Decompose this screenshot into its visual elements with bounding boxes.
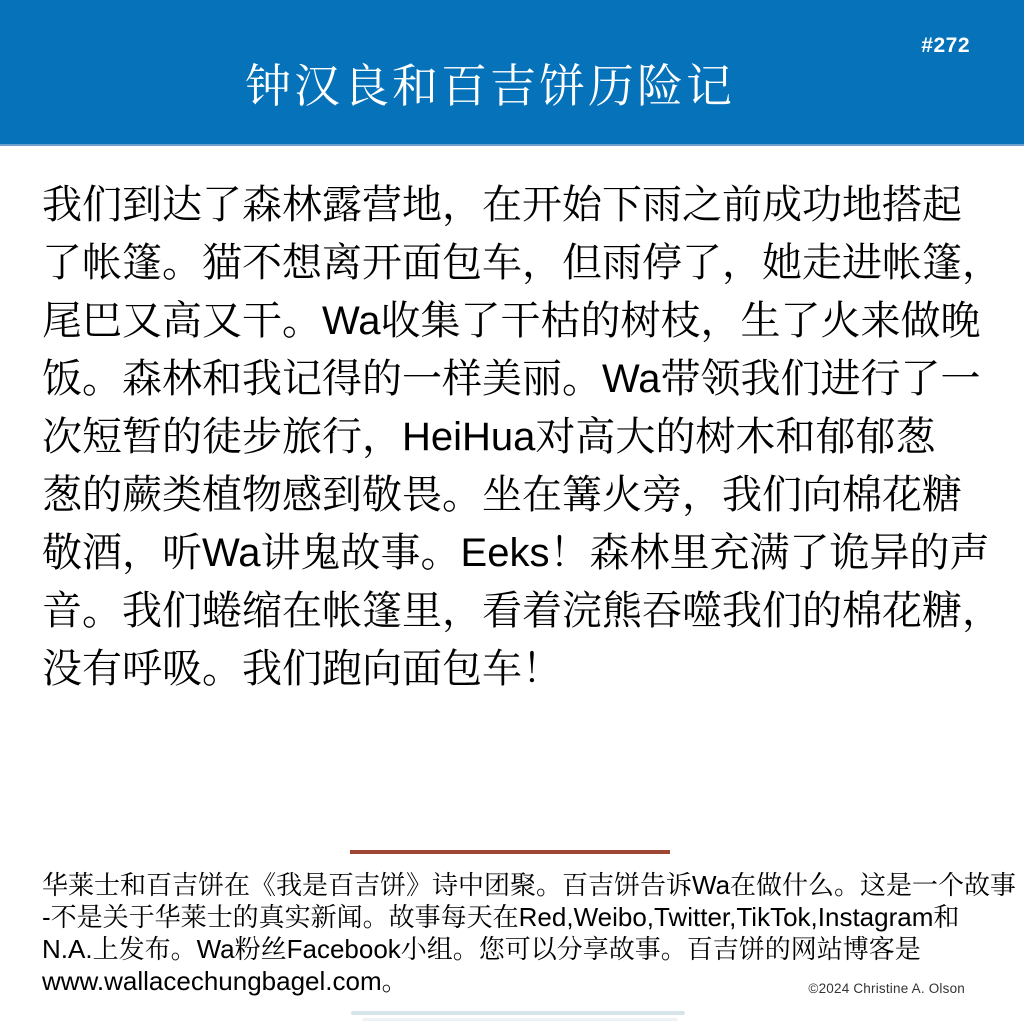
story-line: 了帐篷。猫不想离开面包车，但雨停了，她走进帐篷， bbox=[42, 241, 1002, 285]
story-line: 次短暂的徒步旅行，HeiHua对高大的树木和郁郁葱 bbox=[42, 415, 936, 459]
bottom-accent-bar-faint bbox=[362, 1018, 678, 1021]
footer-line: -不是关于华莱士的真实新闻。故事每天在Red,Weibo,Twitter,TikTok,Instagram和 bbox=[42, 902, 960, 932]
story-text bbox=[42, 176, 1002, 698]
footer-line: N.A.上发布。Wa粉丝Facebook小组。您可以分享故事。百吉饼的网站博客是 bbox=[42, 934, 921, 964]
copyright-notice: ©2024 Christine A. Olson bbox=[808, 981, 965, 996]
story-line: 没有呼吸。我们跑向面包车！ bbox=[42, 647, 562, 691]
page-title: 钟汉良和百吉饼历险记 bbox=[245, 60, 735, 112]
story-line: 音。我们蜷缩在帐篷里，看着浣熊吞噬我们的棉花糖， bbox=[42, 589, 1002, 633]
issue-number: #272 bbox=[921, 34, 970, 57]
website-url: www.wallacechungbagel.com。 bbox=[42, 966, 408, 996]
header-banner bbox=[0, 0, 1024, 146]
story-line: 饭。森林和我记得的一样美丽。Wa带领我们进行了一 bbox=[42, 357, 981, 401]
bottom-accent-bar bbox=[351, 1011, 685, 1015]
footer-line: 华莱士和百吉饼在《我是百吉饼》诗中团聚。百吉饼告诉Wa在做什么。这是一个故事 bbox=[42, 870, 1017, 900]
story-line: 我们到达了森林露营地，在开始下雨之前成功地搭起 bbox=[42, 183, 962, 227]
story-line: 尾巴又高又干。Wa收集了干枯的树枝，生了火来做晚 bbox=[42, 299, 981, 343]
red-divider bbox=[350, 850, 670, 854]
footer-blurb bbox=[42, 869, 1017, 997]
story-line: 葱的蕨类植物感到敬畏。坐在篝火旁，我们向棉花糖 bbox=[42, 473, 962, 517]
story-line: 敬酒，听Wa讲鬼故事。Eeks！森林里充满了诡异的声 bbox=[42, 531, 990, 575]
